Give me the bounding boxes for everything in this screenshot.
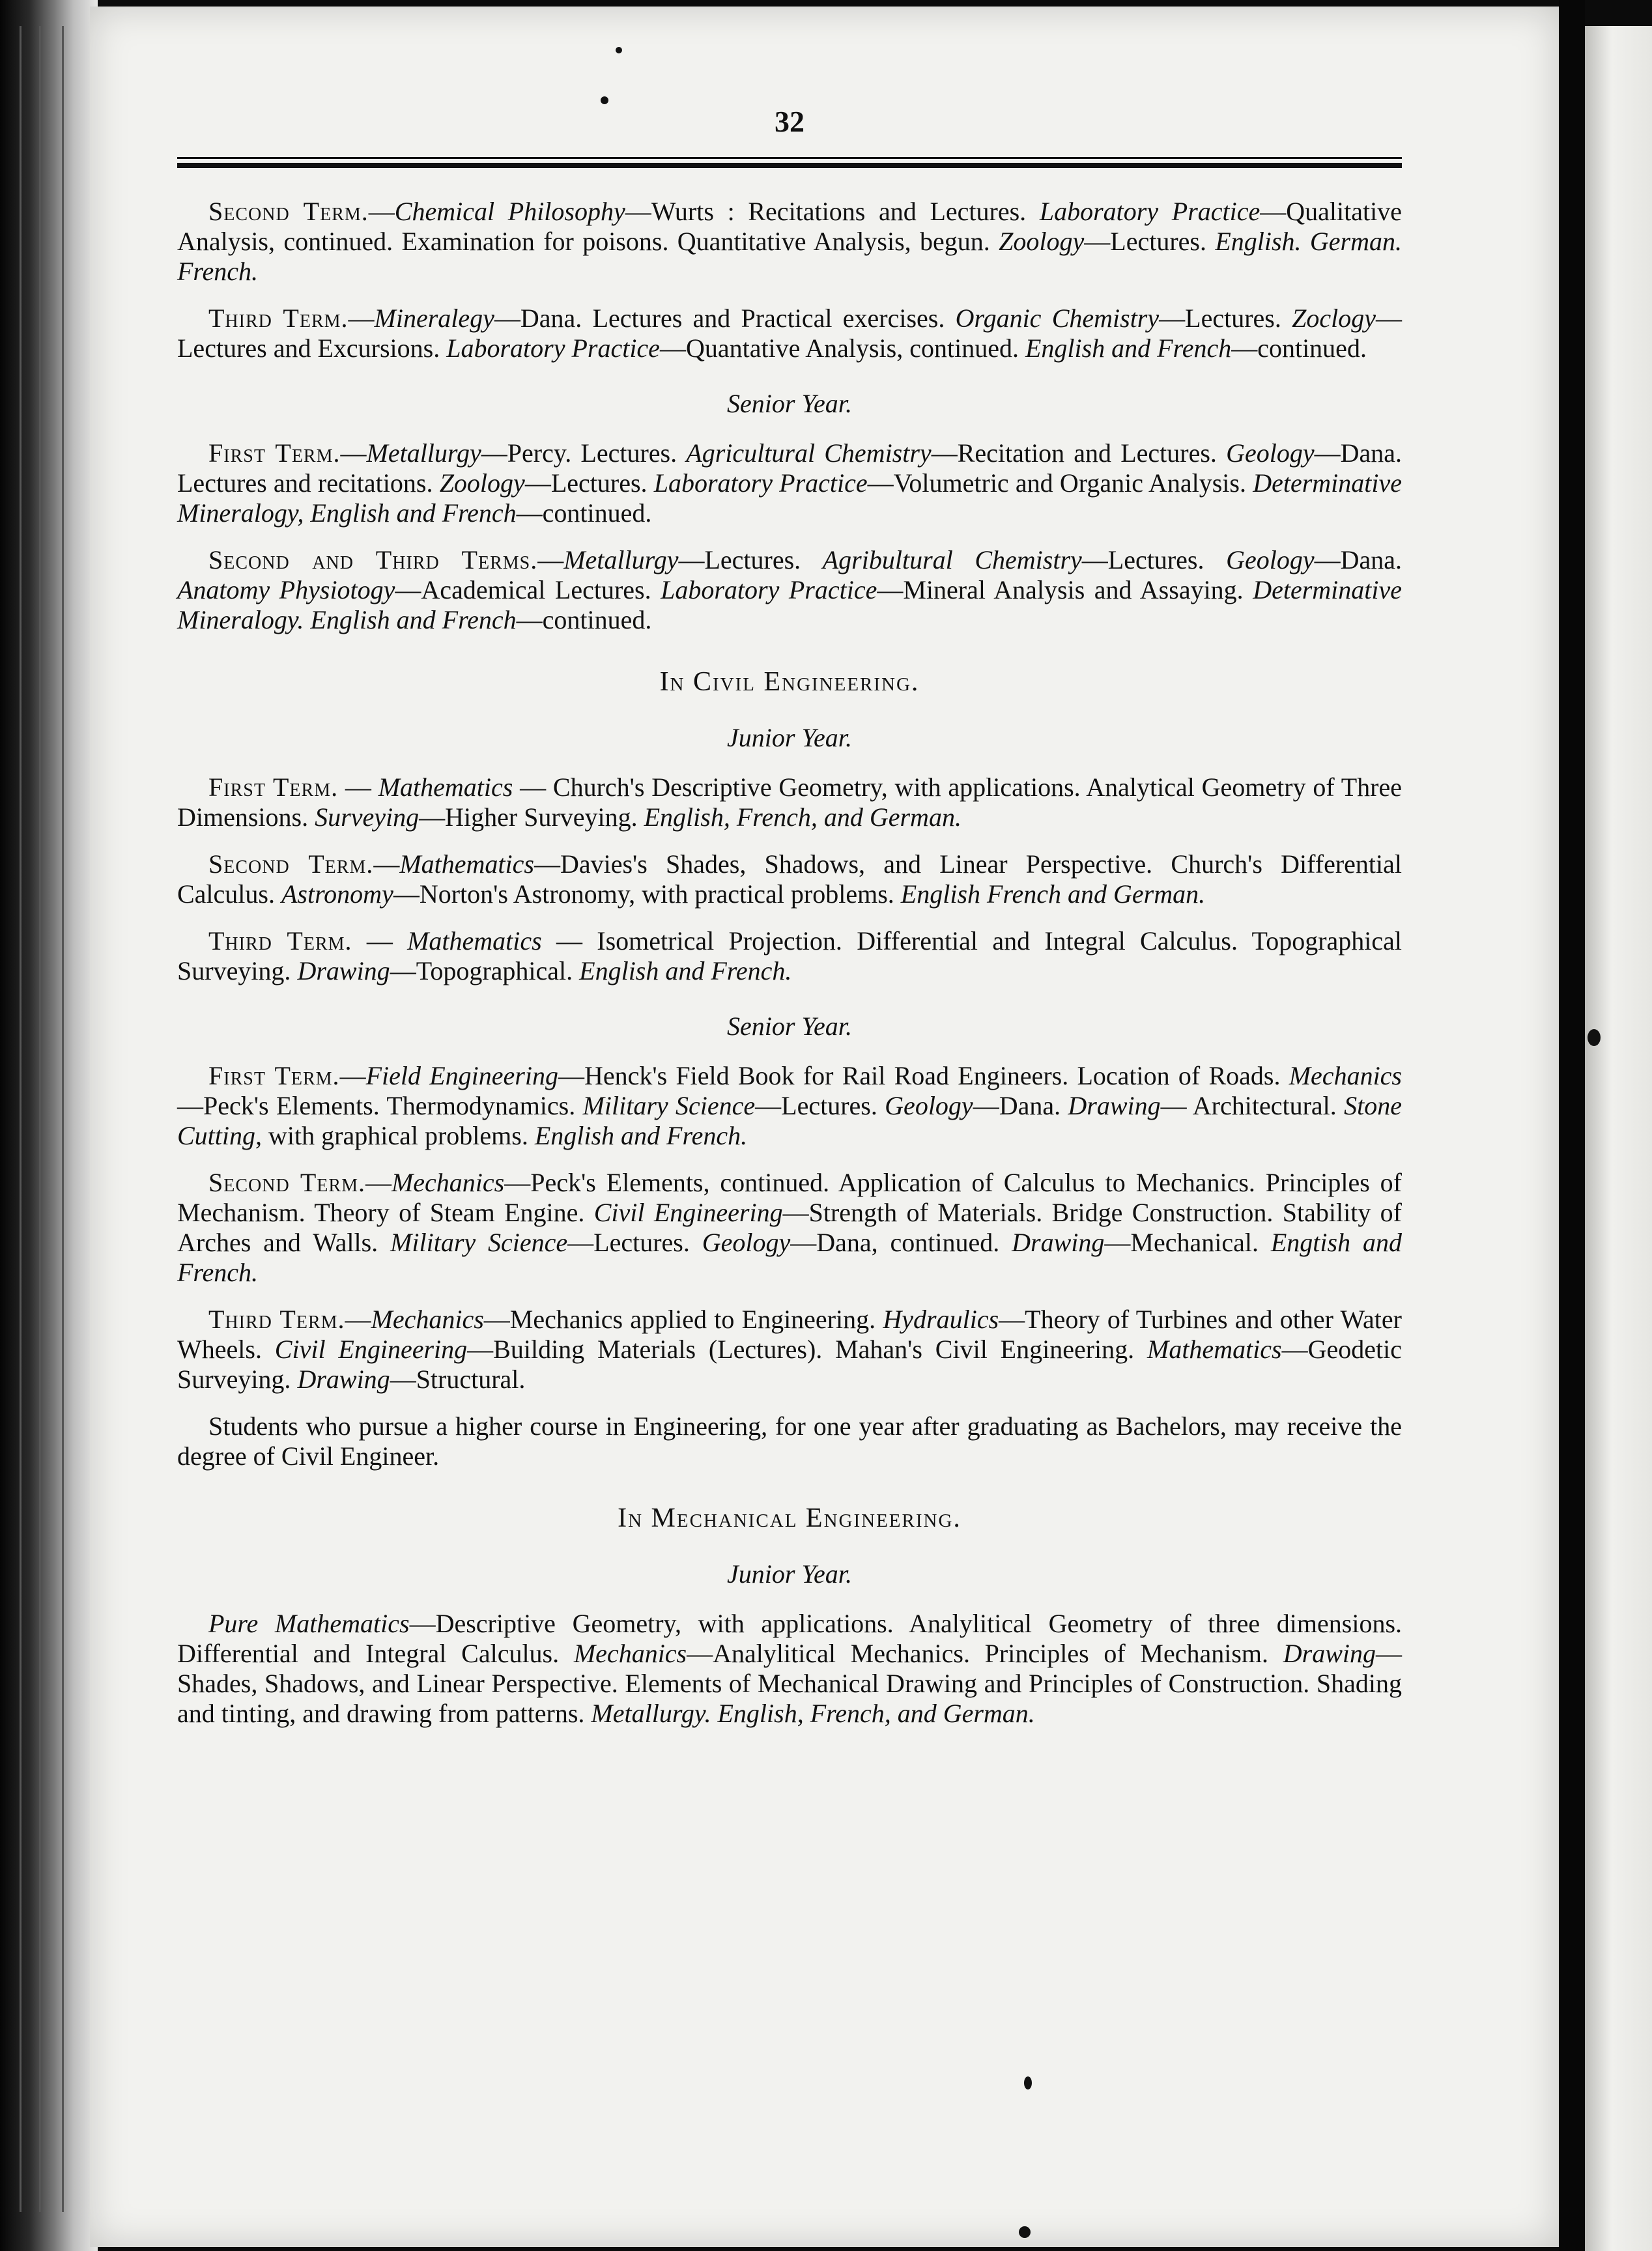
- course-text: —Mineral Analysis and Assaying.: [877, 575, 1253, 604]
- term-paragraph: [177, 926, 1402, 986]
- course-text: —Davies's Shades, Shadows, and Linear Perspective. Church's Differential Calculus.: [177, 849, 1403, 909]
- subject-name: Zoology: [439, 468, 525, 498]
- subject-name: Astronomy: [281, 879, 393, 909]
- page-content: [177, 78, 1402, 1736]
- subject-name: Zoology: [999, 227, 1085, 256]
- subject-name: Mathematics: [399, 849, 534, 879]
- course-text: —Lectures.: [1081, 545, 1227, 574]
- subject-name: English French and German.: [900, 879, 1206, 909]
- course-text: —Recitation and Lectures.: [931, 438, 1227, 468]
- subject-name: Geology: [702, 1228, 791, 1257]
- binding-edge: [0, 0, 98, 2251]
- header-rule: [177, 157, 1402, 159]
- subject-name: Geology: [1226, 545, 1315, 574]
- course-text: —Academical Lectures.: [395, 575, 661, 604]
- subject-name: Determinative Mineralogy. English and French: [177, 575, 1402, 634]
- subject-name: Mathematics: [378, 772, 513, 802]
- subject-name: Surveying: [315, 802, 420, 832]
- subject-name: Mechanics: [371, 1305, 484, 1334]
- header-rule-thick: [177, 163, 1402, 168]
- course-text: —Mechanics applied to Engineering.: [483, 1305, 883, 1334]
- course-text: — Church's Descriptive Geometry, with applications. Analytical Geometry of Three Dimensions.: [177, 772, 1403, 832]
- term-label: Second Term.: [208, 1168, 365, 1197]
- course-text: —Shades, Shadows, and Linear Perspective. Elements of Mechanical Drawing and Principles of Construction. Shading and tinting, and drawing from patterns.: [177, 1639, 1403, 1728]
- subject-name: Hydraulics: [883, 1305, 999, 1334]
- subject-name: Laboratory Practice: [446, 333, 660, 363]
- course-text: —Lectures.: [755, 1091, 885, 1120]
- course-text: —Higher Surveying.: [419, 802, 644, 832]
- gutter-shadow: [1559, 0, 1585, 2251]
- year-heading: Junior Year.: [727, 1559, 852, 1589]
- subject-name: Mechanics: [1289, 1061, 1402, 1090]
- course-text: —: [365, 1168, 392, 1197]
- subject-name: Chemical Philosophy: [394, 197, 625, 226]
- course-text: —Wurts : Recitations and Lectures.: [625, 197, 1040, 226]
- subject-name: English, French, and German.: [644, 802, 961, 832]
- course-text: with graphical problems.: [262, 1121, 535, 1150]
- subject-name: Pure Mathematics: [208, 1609, 410, 1638]
- subject-name: Agribultural Chemistry: [822, 545, 1082, 574]
- course-text: —Henck's Field Book for Rail Road Engineers. Location of Roads.: [558, 1061, 1289, 1090]
- year-heading: Junior Year.: [727, 723, 852, 752]
- course-text: —: [339, 1061, 366, 1090]
- section-heading: In Civil Engineering.: [659, 667, 920, 697]
- ink-speck: [1019, 2226, 1031, 2238]
- subject-name: Drawing: [297, 1365, 390, 1394]
- subject-name: Drawing: [297, 956, 390, 985]
- subject-name: Drawing: [1283, 1639, 1376, 1668]
- term-label: Second Term.: [208, 849, 374, 879]
- subject-name: Metallurgy: [563, 545, 679, 574]
- subject-name: Organic Chemistry: [955, 304, 1160, 333]
- course-text: —: [345, 1305, 371, 1334]
- subject-name: Civil Engineering: [593, 1198, 783, 1227]
- course-text: —Descriptive Geometry, with applications. Analylitical Geometry of three dimensions. Differential and Integral Calculus.: [177, 1609, 1403, 1668]
- course-text: —Lectures.: [1159, 304, 1292, 333]
- page-edge-line: [39, 26, 41, 2212]
- course-text: —Topographical.: [390, 956, 580, 985]
- subject-name: Drawing: [1012, 1228, 1105, 1257]
- course-text: —Lectures and Excursions.: [177, 304, 1402, 363]
- term-label: First Term.: [208, 772, 339, 802]
- term-label: Second and Third Terms.: [208, 545, 538, 574]
- course-text: —continued.: [516, 605, 652, 634]
- course-text: —Peck's Elements, continued. Application of Calculus to Mechanics. Principles of Mechanism. Theory of Steam Engine.: [177, 1168, 1402, 1227]
- term-paragraph: [177, 438, 1402, 528]
- term-paragraph: [177, 1061, 1402, 1151]
- year-heading: Senior Year.: [727, 1012, 852, 1041]
- term-paragraph: [177, 304, 1402, 363]
- course-text: —Lectures.: [567, 1228, 702, 1257]
- subject-name: Geology: [1226, 438, 1315, 468]
- subject-name: Military Science: [390, 1228, 568, 1257]
- subject-name: Zoclogy: [1292, 304, 1376, 333]
- section-heading: In Mechanical Engineering.: [618, 1503, 961, 1533]
- course-text: —: [348, 304, 375, 333]
- subject-name: Military Science: [582, 1091, 756, 1120]
- course-text: —Dana. Lectures and recitations.: [177, 438, 1403, 498]
- course-text: —Qualitative Analysis, continued. Examination for poisons. Quantitative Analysis, begun.: [177, 197, 1402, 256]
- course-text: —continued.: [516, 498, 652, 528]
- course-text: —continued.: [1231, 333, 1367, 363]
- subject-name: Agricultural Chemistry: [686, 438, 932, 468]
- course-text: —Analylitical Mechanics. Principles of Mechanism.: [687, 1639, 1283, 1668]
- subject-name: Mathematics: [1147, 1335, 1282, 1364]
- term-paragraph: [177, 849, 1402, 909]
- course-text: —Dana, continued.: [790, 1228, 1012, 1257]
- term-label: Third Term.: [208, 1305, 345, 1334]
- course-text: —: [338, 772, 378, 802]
- course-text: —Dana.: [1314, 545, 1402, 574]
- subject-name: Engtish and French.: [177, 1228, 1402, 1287]
- course-text: —: [368, 197, 395, 226]
- course-text: —: [537, 545, 564, 574]
- course-text: Students who pursue a higher course in Engineering, for one year after graduating as Bachelors, may receive the degree of Civil Engineer.: [177, 1411, 1402, 1471]
- text-paragraph: [177, 1411, 1402, 1471]
- subject-name: Civil Engineering: [274, 1335, 468, 1364]
- course-text: —Lectures.: [524, 468, 654, 498]
- page-number: 32: [775, 105, 805, 138]
- course-text: —Quantative Analysis, continued.: [659, 333, 1025, 363]
- subject-name: Drawing: [1068, 1091, 1161, 1120]
- course-text: — Architectural.: [1160, 1091, 1345, 1120]
- course-text: —: [340, 438, 367, 468]
- course-text: —: [373, 849, 400, 879]
- subject-name: Mineralegy: [374, 304, 494, 333]
- subject-name: Metallurgy. English, French, and German.: [591, 1699, 1035, 1728]
- course-text: —Lectures.: [678, 545, 823, 574]
- course-text: —Norton's Astronomy, with practical problems.: [393, 879, 901, 909]
- course-text: —Theory of Turbines and other Water Wheels.: [177, 1305, 1402, 1364]
- course-text: —Building Materials (Lectures). Mahan's Civil Engineering.: [467, 1335, 1147, 1364]
- term-label: Third Term.: [208, 926, 352, 956]
- course-text: —Structural.: [390, 1365, 526, 1394]
- subject-name: Anatomy Physiotogy: [177, 575, 395, 604]
- page-edge-line: [62, 26, 64, 2212]
- subject-name: English. German. French.: [177, 227, 1403, 286]
- subject-name: Stone Cutting,: [177, 1091, 1402, 1150]
- course-text: —Dana.: [973, 1091, 1068, 1120]
- ink-speck: [1588, 1029, 1601, 1046]
- term-paragraph: [177, 1168, 1402, 1288]
- term-label: First Term.: [208, 1061, 340, 1090]
- course-text: —Percy. Lectures.: [481, 438, 687, 468]
- subject-name: Field Engineering: [365, 1061, 558, 1090]
- course-text: —Mechanical.: [1104, 1228, 1271, 1257]
- course-text: —: [352, 926, 408, 956]
- subject-name: Mechanics: [573, 1639, 687, 1668]
- subject-name: English and French.: [534, 1121, 748, 1150]
- subject-name: Mechanics: [391, 1168, 505, 1197]
- course-text: —Strength of Materials. Bridge Construction. Stability of Arches and Walls.: [177, 1198, 1402, 1257]
- text-paragraph: [177, 1609, 1402, 1729]
- subject-name: Laboratory Practice: [1039, 197, 1260, 226]
- term-label: Third Term.: [208, 304, 349, 333]
- subject-name: Geology: [885, 1091, 973, 1120]
- course-text: — Isometrical Projection. Differential and Integral Calculus. Topographical Surveying.: [177, 926, 1402, 985]
- course-text: —Dana. Lectures and Practical exercises.: [494, 304, 956, 333]
- term-paragraph: [177, 1305, 1402, 1394]
- course-text: —Geodetic Surveying.: [177, 1335, 1402, 1394]
- year-heading: Senior Year.: [727, 389, 852, 418]
- term-paragraph: [177, 197, 1402, 287]
- page-edge-line: [20, 26, 21, 2212]
- subject-name: Laboratory Practice: [661, 575, 877, 604]
- subject-name: English and French: [1025, 333, 1232, 363]
- subject-name: Metallurgy: [366, 438, 481, 468]
- ink-speck: [616, 47, 622, 53]
- term-paragraph: [177, 545, 1402, 635]
- subject-name: Determinative Mineralogy, English and French: [177, 468, 1402, 528]
- facing-page-edge: [1585, 26, 1652, 2251]
- subject-name: English and French.: [579, 956, 792, 985]
- subject-name: Laboratory Practice: [653, 468, 868, 498]
- term-label: Second Term.: [208, 197, 369, 226]
- ink-speck: [1024, 2076, 1032, 2089]
- term-paragraph: [177, 772, 1402, 832]
- subject-name: Mathematics: [407, 926, 542, 956]
- course-text: —Volumetric and Organic Analysis.: [867, 468, 1253, 498]
- document-body: [177, 197, 1402, 1729]
- course-text: —Lectures.: [1084, 227, 1216, 256]
- course-text: —Peck's Elements. Thermodynamics.: [177, 1091, 583, 1120]
- term-label: First Term.: [208, 438, 341, 468]
